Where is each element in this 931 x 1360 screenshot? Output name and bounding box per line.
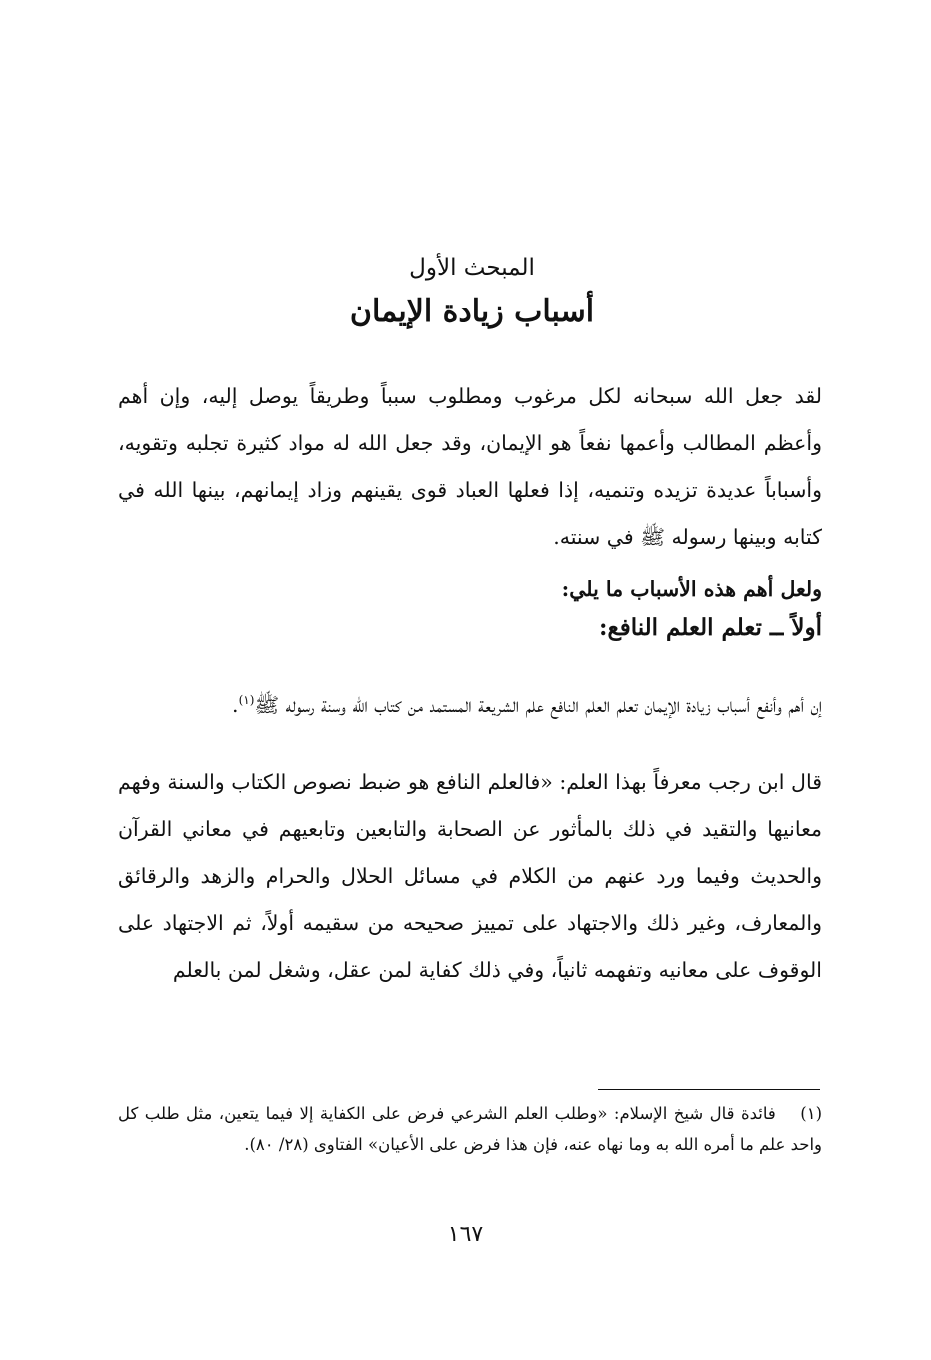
section-title: أسباب زيادة الإيمان — [349, 294, 595, 329]
chapter-label: المبحث الأول — [409, 255, 535, 281]
footnote-text: فائدة قال شيخ الإسلام: «وطلب العلم الشرعي فرض على الكفاية إلا فيما يتعين، مثل طلب كل واحد علم ما أمره الله به وما نهاه عنه، فإن هذا فرض على الأعيان» الفتاوى (٢٨/ ٨٠). — [118, 1104, 822, 1154]
footnote-reference: (١) — [238, 692, 255, 707]
paragraph-useful-knowledge-text: إن أهم وأنفع أسباب زيادة الإيمان تعلم العلم النافع علم الشريعة المستمد من كتاب الله وسنة رسوله ﷺ — [254, 692, 822, 717]
paragraph-end-mark: . — [232, 692, 239, 717]
footnote-separator — [598, 1089, 820, 1090]
subheading-first-reason: أولاً ــ تعلم العلم النافع: — [598, 614, 822, 641]
paragraph-list-intro: ولعل أهم هذه الأسباب ما يلي: — [561, 576, 822, 601]
footnote — [118, 1098, 822, 1160]
paragraph-useful-knowledge — [118, 677, 822, 729]
page-number: ١٦٧ — [447, 1222, 484, 1247]
paragraph-ibn-rajab-quote: قال ابن رجب معرفاً بهذا العلم: «فالعلم النافع هو ضبط نصوص الكتاب والسنة وفهم معانيها والتقيد في ذلك بالمأثور عن الصحابة والتابعين وتابعيهم في معاني القرآن والحديث وفيما ورد عنهم من الكلام في مسائل الحلال والحرام والزهد والرقائق والمعارف، وغير ذلك والاجتهاد على تمييز صحيحه من سقيمه أولاً، ثم الاجتهاد على الوقوف على معانيه وتفهمه ثانياً، وفي ذلك كفاية لمن عقل، وشغل لمن بالعلم — [118, 769, 822, 982]
footnote-number: (١) — [800, 1104, 822, 1123]
paragraph-intro: لقد جعل الله سبحانه لكل مرغوب ومطلوب سبباً وطريقاً يوصل إليه، وإن أهم وأعظم المطالب وأعمها نفعاً هو الإيمان، وقد جعل الله له مواد كثيرة تجلبه وتقويه، وأسباباً عديدة تزيده وتنميه، إذا فعلها العباد قوى يقينهم وزاد إيمانهم، بينها الله في كتابه وبينها رسوله ﷺ في سنته. — [118, 383, 822, 549]
